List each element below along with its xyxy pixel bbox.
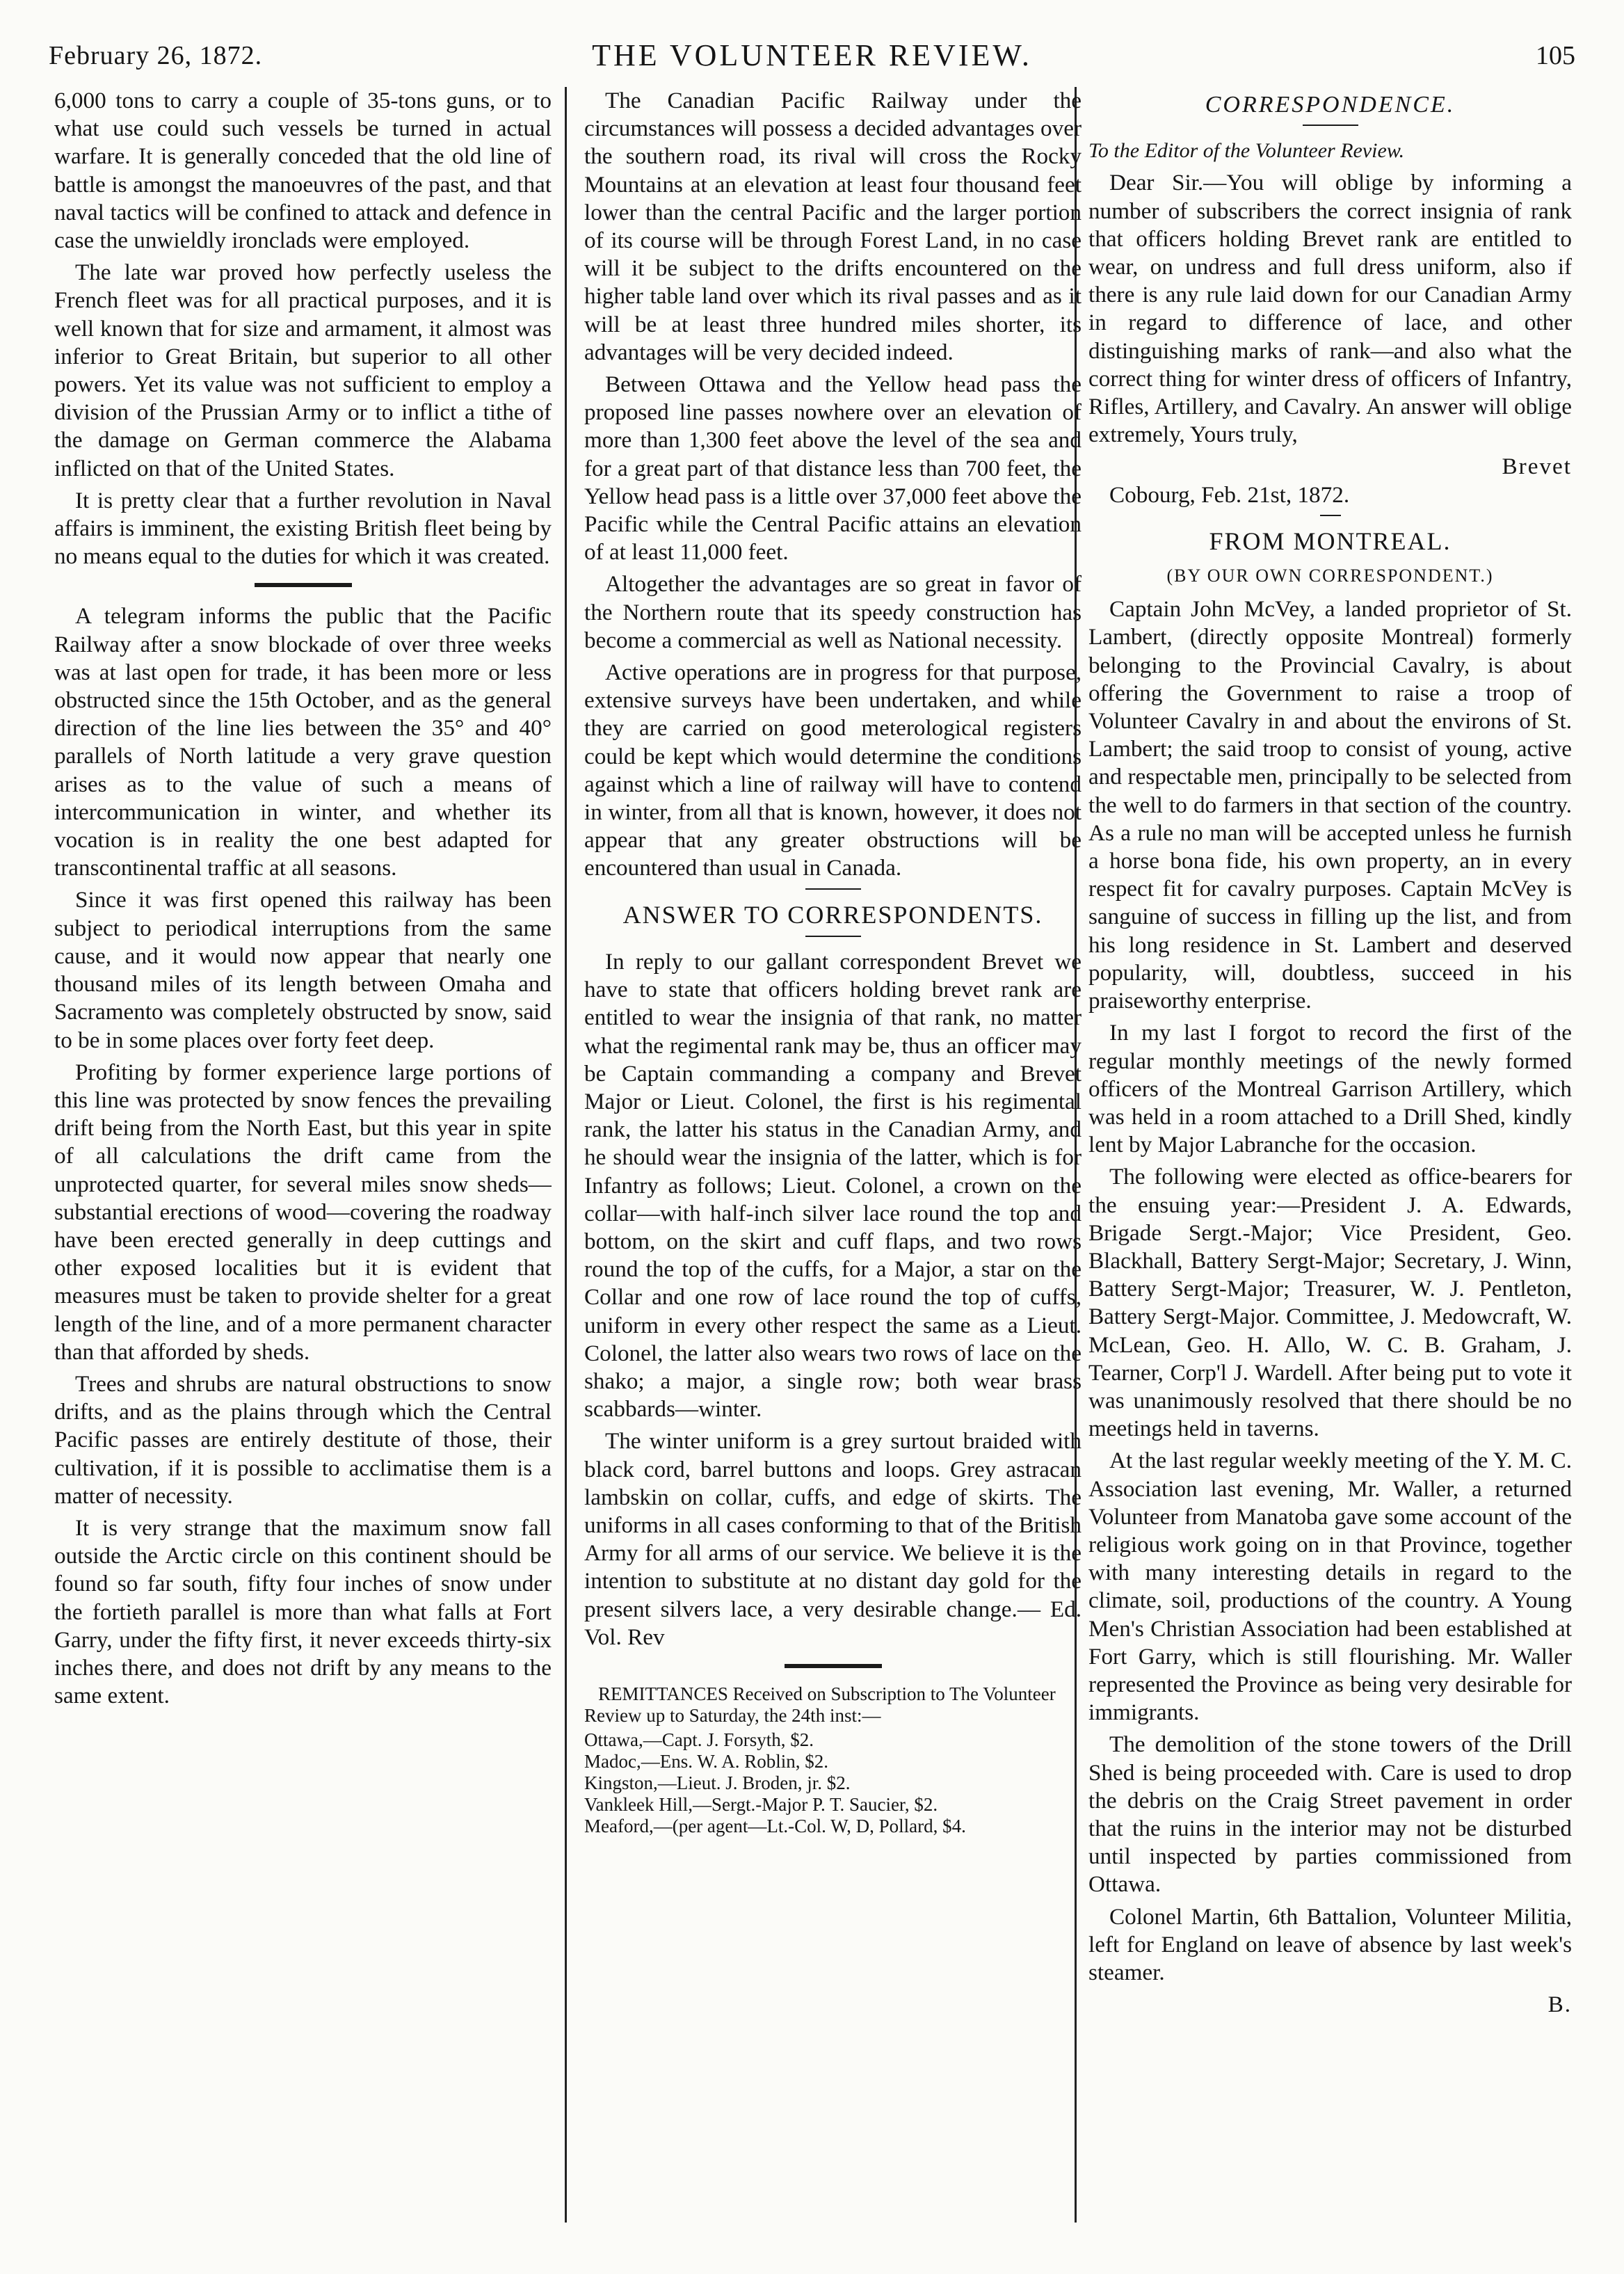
article-paragraph: Active operations are in progress for that purpose, extensive surveys have been undertaken, and while they are carried on good meterological registers could be kept which would determine the conditions against which a line of railway will have to contend in winter, from all that is known, however, it does not appear that any greater obstructions will be encountered than usual in Canada. — [584, 659, 1082, 881]
remittance-item: Ottawa,—Capt. J. Forsyth, $2. — [584, 1729, 814, 1750]
article-paragraph: Colonel Martin, 6th Battalion, Volunteer Militia, left for England on leave of absence by last week's steamer. — [1088, 1903, 1572, 1985]
article-paragraph: Since it was first opened this railway has been subject to periodical interruptions from the same cause, and it would now appear that nearly one thousand miles of its length between Omaha and Sacramento was completely obstructed by snow, said to be in some places over forty feet deep. — [54, 887, 552, 1053]
remittance-item: Meaford,—(per agent—Lt.-Col. W, D, Pollard, $4. — [584, 1815, 966, 1836]
article-paragraph: Profiting by former experience large portions of this line was protected by snow fences the prevailing drift being from the North East, but this year in spite of all calculations the drift came from the unprotected quarter, for several miles snow sheds—substantial erections of wood—covering the roadway have been erected generally in deep cuttings and other exposed localities but it is evident that measures must be taken to provide shelter for a great length of the line, and of a more permanent character than that afforded by sheds. — [54, 1059, 552, 1365]
section-separator — [1303, 125, 1358, 126]
article-paragraph: The following were elected as office-bearers for the ensuing year:—President J. A. Edwards, Brigade Sergt.-Major; Vice President, Geo. Blackhall, Battery Sergt-Major; Secretary, J. Winn, Battery Sergt-Major; Treasurer, W. J. Pentleton, Battery Sergt-Major. Committee, J. Medowcraft, W. McLean, Geo. H. Allo, W. C. B. Graham, J. Tearner, Corp'l J. Wardell. After being put to vote it was unanimously resolved that there should be no meetings held in taverns. — [1088, 1164, 1572, 1442]
montreal-subheading: (BY OUR OWN CORRESPONDENT.) — [1166, 566, 1494, 586]
article-paragraph: In my last I forgot to record the first of the regular monthly meetings of the newly formed officers of the Montreal Garrison Artillery, which was held in a room attached to a Drill Shed, kindly lent by Major Labranche for the occasion. — [1088, 1020, 1572, 1158]
closing-initial: B. — [1547, 1992, 1572, 2018]
section-separator — [1320, 515, 1341, 516]
column-1 — [54, 87, 552, 2229]
section-separator — [805, 936, 861, 937]
article-paragraph: Altogether the advantages are so great in favor of the Northern route that its speedy construction has become a commercial as well as National necessity. — [584, 571, 1082, 653]
letter-dateline: Cobourg, Feb. 21st, 1872. — [1109, 481, 1350, 508]
article-paragraph: The Canadian Pacific Railway under the circumstances will possess a decided advantages over the southern road, its rival will cross the Rocky Mountains at an elevation at least four thousand feet lower than the central Pacific and the larger portion of its course will be through Forest Land, in no case will it be subject to the drifts encountered on the higher table land over which its rival passes and as it will be at least three hundred miles shorter, its advantages will be very decided indeed. — [584, 88, 1082, 365]
salutation: To the Editor of the Volunteer Review. — [1088, 139, 1405, 163]
remittance-item: Madoc,—Ens. W. A. Roblin, $2. — [584, 1750, 829, 1772]
montreal-heading: FROM MONTREAL. — [1209, 527, 1452, 555]
article-paragraph: Trees and shrubs are natural obstructions to snow drifts, and as the plains through which the Central Pacific passes are entirely destitute of those, their cultivation, if it is possible to acclimatise them is a matter of necessity. — [54, 1370, 552, 1509]
page-number: 105 — [1536, 41, 1575, 70]
article-paragraph: The demolition of the stone towers of the Drill Shed is being proceeded with. Care is used to drop the debris on the Craig Street pavement in order that the ruins in the interior may not be disturbed until inspected by parties commissioned from Ottawa. — [1088, 1731, 1572, 1898]
newspaper-title: THE VOLUNTEER REVIEW. — [592, 38, 1032, 72]
article-paragraph: At the last regular weekly meeting of the Y. M. C. Association last evening, Mr. Waller, a returned Volunteer from Manatoba gave some account of the religious work going on in that Province, together with many interesting details in regard to the climate, soil, productions of the country. A Young Men's Christian Association had been established at Fort Garry, which is still flourishing. Mr. Waller represented the Province as being very desirable for immigrants. — [1088, 1448, 1572, 1726]
article-paragraph: Between Ottawa and the Yellow head pass the proposed line passes nowhere over an elevation of more than 1,300 feet above the level of the sea and for a great part of that distance less than 700 feet, the Yellow head pass is a little over 37,000 feet above the Pacific while the Central Pacific attains an elevation of at least 11,000 feet. — [584, 371, 1082, 566]
issue-date: February 26, 1872. — [49, 41, 263, 70]
remittance-item: Vankleek Hill,—Sergt.-Major P. T. Saucier, $2. — [584, 1793, 938, 1815]
article-paragraph: It is pretty clear that a further revolution in Naval affairs is imminent, the existing British fleet being by no means equal to the duties for which it was created. — [54, 487, 552, 570]
column-3 — [1088, 87, 1572, 2229]
article-paragraph: Captain John McVey, a landed proprietor of St. Lambert, (directly opposite Montreal) formerly belonging to the Provincial Cavalry, is about offering the Government to raise a troop of Volunteer Cavalry in and about the environs of St. Lambert; the said troop to consist of young, active and respectable men, principally to be selected from the well to do farmers in that section of the country. As a rule no man will be accepted unless he furnish a horse bona fide, his own property, an in every respect fit for cavalry purposes. Captain McVey is sanguine of success in filling up the list, and from his long residence in St. Lambert and deserved popularity, will, doubtless, succeed in his praiseworthy enterprise. — [1088, 596, 1572, 1014]
column-rule-1 — [565, 87, 567, 2223]
article-paragraph: The winter uniform is a grey surtout braided with black cord, barrel buttons and loops. Grey astracan lambskin on collar, cuffs, and edge of skirts. The uniforms in all cases conforming to that of the British Army for all arms of our service. We believe it is the intention to substitute at no distant day gold for the present silvers lace, a very desirable change.— Ed. Vol. Rev — [584, 1428, 1082, 1650]
correspondence-heading: CORRESPONDENCE. — [1205, 92, 1456, 118]
remittances-list — [584, 1683, 1082, 1837]
remittances-lead: REMITTANCES Received on Subscription to The Volunteer Review up to Saturday, the 24th inst:— — [584, 1683, 1056, 1726]
letter-body: Dear Sir.—You will oblige by informing a number of subscribers the correct insignia of rank that officers holding Brevet rank are entitled to wear, on undress and full dress uniform, also if there is any rule laid down for our Canadian Army in regard to difference of lace, and other distinguishing marks of rank—and also what the correct thing for winter dress of officers of Infantry, Rifles, Artillery, and Cavalry. An answer will oblige extremely, Yours truly, — [1088, 170, 1572, 448]
column-2 — [584, 87, 1082, 2229]
article-paragraph: The late war proved how perfectly useless the French fleet was for all practical purposes, and it is well known that for size and armament, it almost was inferior to Great Britain, but superior to all other powers. Yet its value was not sufficient to employ a division of the Prussian Army or to inflict a tithe of the damage on German commerce the Alabama inflicted on that of the United States. — [54, 259, 552, 481]
article-paragraph: It is very strange that the maximum snow fall outside the Arctic circle on this continent should be found so far south, fifty four inches of snow under the fortieth parallel is more than what falls at Fort Garry, under the fifty first, it never exceeds thirty-six inches there, and does not drift by any means to the same extent. — [54, 1514, 552, 1709]
article-paragraph: In reply to our gallant correspondent Brevet we have to state that officers holding brevet rank are entitled to wear the insignia of that rank, no matter what the regimental rank may be, thus an officer may be Captain commanding a company and Brevet Major or Lieut. Colonel, the first is his regimental rank, the latter his status in the Canadian Army, and he should wear the insignia of the latter, which is for Infantry as follows; Lieut. Colonel, a crown on the collar—with half-inch silver lace round the top and bottom, on the skirt and cuff flaps, and two rows round the top of the cuffs, for a Major, a star on the Collar and one row of lace round the top of cuffs, uniform in every other respect the same as a Lieut. Colonel, the latter also wears two rows of lace on the shako; a major, a single row; both wear brass scabbards—winter. — [584, 948, 1082, 1423]
answer-heading: ANSWER TO CORRESPONDENTS. — [622, 900, 1043, 929]
remittance-item: Kingston,—Lieut. J. Broden, jr. $2. — [584, 1772, 851, 1793]
masthead — [49, 35, 1575, 77]
section-separator — [255, 583, 352, 587]
letter-signature: Brevet — [1502, 454, 1572, 480]
article-paragraph: A telegram informs the public that the Pacific Railway after a snow blockade of over three weeks was at last open for trade, it has been more or less obstructed since the 15th October, and as the general direction of the line lies between the 35° and 40° parallels of North latitude a very grave question arises as to the value of such a means of intercommunication in winter, and whether its vocation is in reality the one best adapted for transcontinental traffic at all seasons. — [54, 603, 552, 881]
section-separator — [785, 1664, 882, 1668]
section-separator — [805, 888, 861, 890]
article-paragraph: 6,000 tons to carry a couple of 35-tons guns, or to what use could such vessels be turned in actual warfare. It is generally conceded that the old line of battle is amongst the manoeuvres of the past, and that naval tactics will be confined to attack and defence in case the unwieldly ironclads were employed. — [54, 88, 552, 254]
